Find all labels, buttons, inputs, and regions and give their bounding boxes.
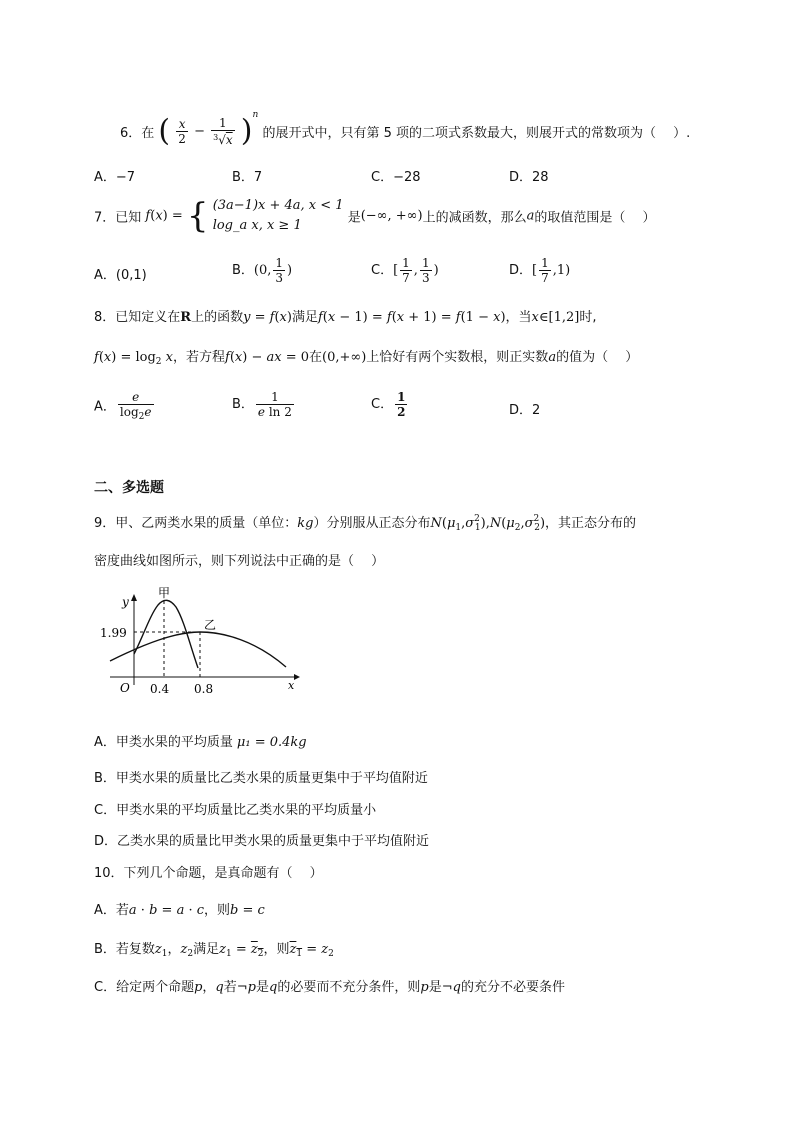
question-9-line-2: 密度曲线如图所示，则下列说法中正确的是（ ）	[94, 554, 385, 569]
q7-option-b[interactable]: B．(0, $\frac{1}{3}$ )	[232, 256, 293, 285]
question-10-title: 10．下列几个命题，是真命题有（ ）	[94, 866, 323, 881]
question-8-line-1: 8．已知定义在R上的函数y = f(x)满足f(x − 1) = f(x + 1) = f(1 − x)，当x∈[1,2]时,	[94, 310, 597, 325]
q6-option-b[interactable]: B．7	[232, 170, 263, 185]
fraction-1-over-cuberoot-x: $\frac{1}{^3√x}$	[213, 116, 233, 147]
label-yi: 乙	[204, 618, 217, 632]
q10-option-a[interactable]: A．若a · b = a · c，则b = c	[94, 903, 265, 918]
section-title: 二、多选题	[94, 480, 164, 496]
normal-density-figure	[96, 585, 306, 700]
q8-option-c[interactable]: C． $\frac{1}{2}$	[371, 390, 406, 419]
case-2: log_a x, x ≥ 1	[212, 218, 302, 233]
label-jia: 甲	[158, 586, 171, 600]
x-axis-arrow	[294, 674, 300, 680]
question-8-line-2: $f(x) = \log_2 x$，若方程f(x) − ax = 0在(0,+∞)上恰好有两个实数根，则正实数a的值为（ ）	[94, 350, 639, 367]
q6-option-c[interactable]: C．−28	[371, 170, 421, 185]
q7-interval: (−∞, +∞)	[360, 208, 423, 224]
x-tick-label-1: 0.4	[150, 682, 170, 696]
q10-option-c[interactable]: C．给定两个命题p，q若¬p是q的必要而不充分条件，则p是¬q的充分不必要条件	[94, 980, 565, 995]
case-1: (3a−1)x + 4a, x < 1	[212, 198, 344, 213]
question-9-line-1: 9．甲、乙两类水果的质量（单位：kg）分别服从正态分布$N(\mu_1,\sigma^2_1),N(\mu_2,\sigma^2_2)$，其正态分布的	[94, 514, 637, 533]
q7-prefix: 7．已知	[94, 210, 142, 226]
q7-option-d[interactable]: D．[ $\frac{1}{7}$ ,1)	[509, 256, 571, 285]
q9-option-c[interactable]: C．甲类水果的平均质量比乙类水果的平均质量小	[94, 803, 377, 818]
q6-prefix: 6．在	[120, 126, 155, 141]
origin-label: O	[120, 681, 130, 695]
q9-option-d[interactable]: D．乙类水果的质量比甲类水果的质量更集中于平均值附近	[94, 834, 430, 849]
q6-option-a[interactable]: A．−7	[94, 170, 136, 185]
q8-option-d[interactable]: D．2	[509, 403, 541, 418]
y-axis-label: y	[122, 595, 129, 609]
q7-option-a[interactable]: A．(0,1)	[94, 268, 147, 283]
q6-option-d[interactable]: D．28	[509, 170, 549, 185]
q9-option-b[interactable]: B．甲类水果的质量比乙类水果的质量更集中于平均值附近	[94, 771, 428, 786]
x-axis-label: x	[288, 679, 295, 692]
fraction-x-over-2: $\frac{x}{2}$	[178, 117, 186, 146]
x-tick-label-2: 0.8	[194, 682, 214, 696]
q8-option-b[interactable]: B． $\frac{1}{\text{e ln 2}}$	[232, 390, 292, 419]
q7-option-c[interactable]: C．[ $\frac{1}{7}$ , $\frac{1}{3}$ )	[371, 256, 439, 285]
piecewise-cases	[213, 196, 344, 236]
question-6: 6．在 ( $\frac{x}{2}$ − $\frac{1}{^3√x}$ )$^n$ 的展开式中，只有第 5 项的二项式系数最大，则展开式的常数项为（ ）.	[120, 110, 691, 149]
q10-option-b[interactable]: B．若复数$z_1$，$z_2$满足$z_1 = z_2$，则$z_1 = z_2$	[94, 942, 334, 959]
y-tick-label: 1.99	[100, 626, 127, 640]
q9-option-a[interactable]: A．甲类水果的平均质量 μ₁ = 0.4kg	[94, 735, 307, 750]
q6-text: 的展开式中，只有第 5 项的二项式系数最大，则展开式的常数项为（ ）.	[262, 126, 691, 141]
q8-option-a[interactable]: A． $\frac{e}{\log_2e}$	[94, 390, 152, 422]
curve-jia	[134, 600, 198, 668]
y-axis-arrow	[131, 594, 137, 601]
question-7: 7．已知 f(x) = { (3a−1)x + 4a, x < 1 log_a x, x ≥ 1 是(−∞, +∞)上的减函数，那么a的取值范围是（ ）	[94, 196, 656, 236]
